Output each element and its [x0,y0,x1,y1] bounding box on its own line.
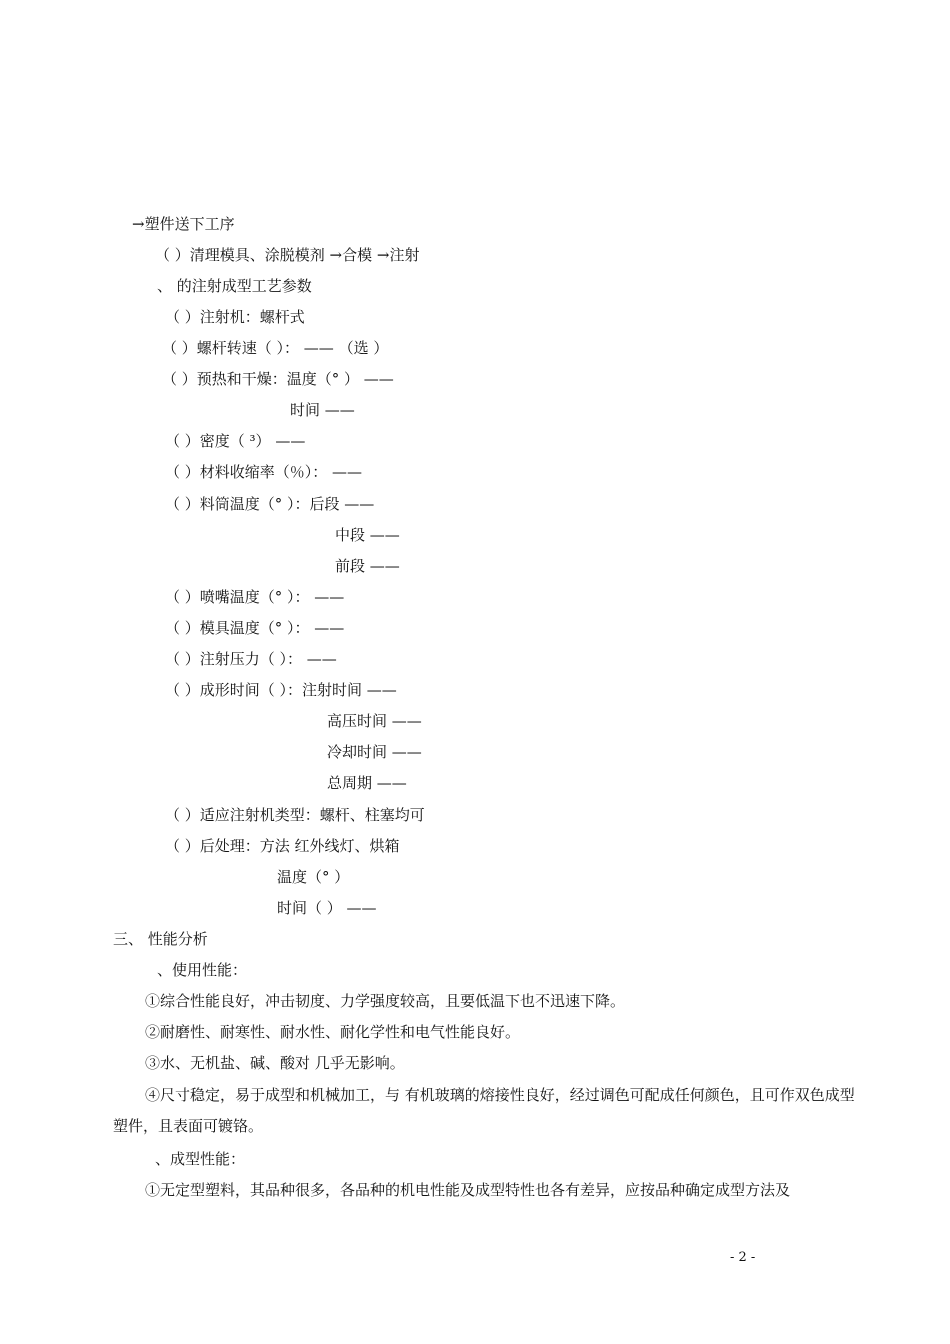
text-line: 时间（ ） —— [277,899,377,917]
text-line: 前段 —— [335,557,400,575]
text-line: （ ）注射机：螺杆式 [165,308,305,326]
page-number: - 2 - [730,1250,756,1265]
text-line: 中段 —— [335,526,400,544]
text-line: （ ）喷嘴温度（° ）： —— [165,588,345,606]
text-line: （ ）料筒温度（° ）：后段 —— [165,495,375,513]
paragraph: ④尺寸稳定，易于成型和机械加工，与 有机玻璃的熔接性良好，经过调色可配成任何颜色，且可作双色成型塑件，且表面可镀铬。 [113,1086,855,1135]
text-line: （ ）螺杆转速（ ）： —— （选 ） [162,339,389,357]
section-heading: 、使用性能： [157,961,248,979]
text-line: 时间 —— [290,401,355,419]
text-line: 温度（° ） [277,868,350,886]
text-line: 总周期 —— [327,774,407,792]
text-line: ①综合性能良好，冲击韧度、力学强度较高，且要低温下也不迅速下降。 [145,992,626,1010]
text-line: （ ）清理模具、涂脱模剂 →合模 →注射 [155,246,420,264]
text-line: ①无定型塑料，其品种很多，各品种的机电性能及成型特性也各有差异，应按品种确定成型方法及 [145,1181,791,1199]
text-line: （ ）成形时间（ ）：注射时间 —— [165,681,397,699]
text-line: （ ）预热和干燥：温度（° ） —— [162,370,394,388]
text-line: ②耐磨性、耐寒性、耐水性、耐化学性和电气性能良好。 [145,1023,521,1041]
text-line: （ ）材料收缩率（％）： —— [165,463,363,481]
text-line: （ ）后处理：方法 红外线灯、烘箱 [165,837,400,855]
text-line: （ ）密度（ ³） —— [165,432,306,450]
text-line: 高压时间 —— [327,712,422,730]
section-heading: 、 的注射成型工艺参数 [157,277,312,295]
text-line: ③水、无机盐、碱、酸对 几乎无影响。 [145,1054,405,1072]
text-line: →塑件送下工序 [132,215,235,233]
chapter-heading: 三、 性能分析 [113,930,208,948]
section-heading: 、成型性能： [155,1150,246,1168]
text-line: 冷却时间 —— [327,743,422,761]
text-line: （ ）注射压力（ ）： —— [165,650,337,668]
text-line: （ ）模具温度（° ）： —— [165,619,345,637]
text-line: （ ）适应注射机类型：螺杆、柱塞均可 [165,806,425,824]
